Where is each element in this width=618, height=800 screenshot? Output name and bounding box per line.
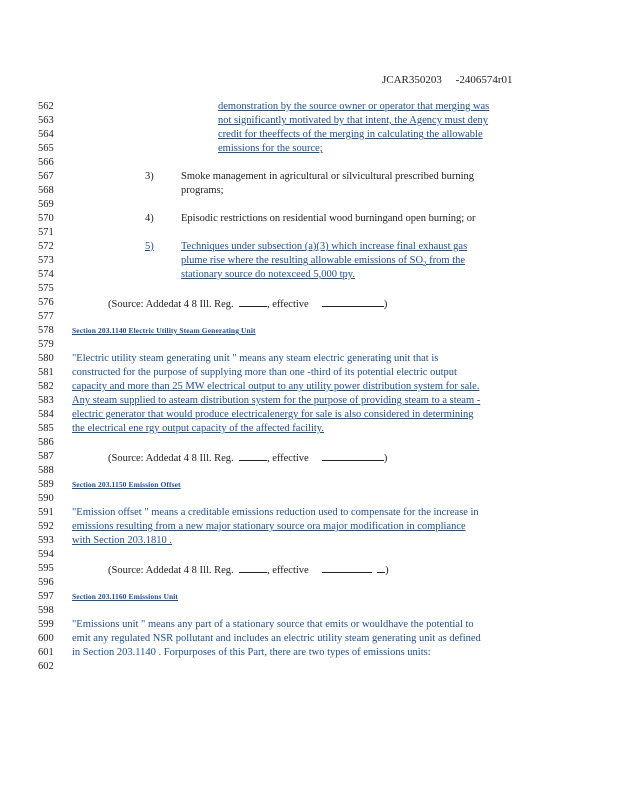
line-number: 588 [38, 465, 54, 476]
text-line: demonstration by the source owner or operator that merging was [218, 101, 490, 112]
item-number: 3) [145, 171, 154, 182]
line-number: 590 [38, 493, 54, 504]
source-note: (Source: Addedat 4 8 Ill. Reg. , effective ) [108, 299, 388, 310]
text-line: emissions for the source; [218, 143, 323, 154]
line-number: 602 [38, 661, 54, 672]
text-line: not significantly motivated by that intent, the Agency must deny [218, 115, 489, 126]
line-number: 569 [38, 199, 54, 210]
text-line: the electrical ene rgy output capacity of the affected facility. [72, 423, 324, 434]
blank-line [322, 297, 384, 307]
blank-line [239, 297, 267, 307]
line-number: 594 [38, 549, 54, 560]
line-number: 595 [38, 563, 54, 574]
text-line: "Emission offset " means a creditable emissions reduction used to compensate for the increase in [72, 507, 479, 518]
text-line: Techniques under subsection (a)(3) which increase final exhaust gas [181, 241, 468, 252]
line-number: 589 [38, 479, 54, 490]
line-number: 596 [38, 577, 54, 588]
line-number: 576 [38, 297, 54, 308]
line-number: 578 [38, 325, 54, 336]
doc-id: JCAR350203 [382, 74, 442, 86]
page-header [382, 74, 512, 86]
text-line: emit any regulated NSR pollutant and includes an electric utility steam generating unit as defined [72, 633, 481, 644]
text-line: in Section 203.1140 . Forpurposes of this Part, there are two types of emissions units: [72, 647, 431, 658]
line-number: 574 [38, 269, 54, 280]
line-number: 562 [38, 101, 54, 112]
line-number: 575 [38, 283, 54, 294]
source-note: (Source: Addedat 4 8 Ill. Reg. , effective ) [108, 453, 388, 464]
line-number: 597 [38, 591, 54, 602]
text-line: Any steam supplied to asteam distribution system for the purpose of providing steam to a steam - [72, 395, 481, 406]
line-number: 601 [38, 647, 54, 658]
text-line: "Electric utility steam generating unit " means any steam electric generating unit that is [72, 353, 439, 364]
line-number: 568 [38, 185, 54, 196]
line-number: 565 [38, 143, 54, 154]
source-note: (Source: Addedat 4 8 Ill. Reg. , effective ) [108, 565, 389, 576]
doc-revision: -2406574r01 [455, 74, 513, 86]
item-number: 4) [145, 213, 154, 224]
blank-line [322, 563, 372, 573]
section-heading: Section 203.1160 Emissions Unit [72, 592, 179, 601]
section-heading: Section 203.1140 Electric Utility Steam Generating Unit [72, 326, 256, 335]
line-number: 566 [38, 157, 54, 168]
line-number: 573 [38, 255, 54, 266]
blank-line [239, 451, 267, 461]
line-number: 585 [38, 423, 54, 434]
line-number: 570 [38, 213, 54, 224]
line-number: 564 [38, 129, 54, 140]
line-number: 582 [38, 381, 54, 392]
line-number: 592 [38, 521, 54, 532]
section-heading: Section 203.1150 Emission Offset [72, 480, 181, 489]
line-number: 600 [38, 633, 54, 644]
line-number: 587 [38, 451, 54, 462]
text-line: electric generator that would produce electricalenergy for sale is also considered in determining [72, 409, 474, 420]
line-number: 579 [38, 339, 54, 350]
line-number: 571 [38, 227, 54, 238]
line-number: 583 [38, 395, 54, 406]
text-line: "Emissions unit " means any part of a stationary source that emits or wouldhave the potential to [72, 619, 474, 630]
text-line: Episodic restrictions on residential wood burningand open burning; or [181, 213, 476, 224]
text-line: stationary source do notexceed 5,000 tpy. [181, 269, 355, 280]
line-number: 572 [38, 241, 54, 252]
line-number: 577 [38, 311, 54, 322]
text-line: with Section 203.1810 . [72, 535, 173, 546]
blank-line [377, 563, 385, 573]
line-number: 593 [38, 535, 54, 546]
line-number: 599 [38, 619, 54, 630]
text-line: Smoke management in agricultural or silvicultural prescribed burning [181, 171, 475, 182]
text-line: plume rise where the resulting allowable emissions of $SO_2$ from the [181, 255, 466, 269]
text-line: constructed for the purpose of supplying more than one -third of its potential electric output [72, 367, 457, 378]
text-line: capacity and more than 25 MW electrical output to any utility power distribution system for sale. [72, 381, 480, 392]
line-number: 591 [38, 507, 54, 518]
line-number: 586 [38, 437, 54, 448]
text-line: programs; [181, 185, 224, 196]
item-number: 5) [145, 241, 154, 252]
line-number: 584 [38, 409, 54, 420]
text-line: emissions resulting from a new major stationary source ora major modification in compliance [72, 521, 466, 532]
line-number: 581 [38, 367, 54, 378]
line-number: 598 [38, 605, 54, 616]
line-number: 563 [38, 115, 54, 126]
blank-line [322, 451, 384, 461]
line-number: 567 [38, 171, 54, 182]
blank-line [239, 563, 267, 573]
text-line: credit for theeffects of the merging in calculating the allowable [218, 129, 483, 140]
line-number: 580 [38, 353, 54, 364]
